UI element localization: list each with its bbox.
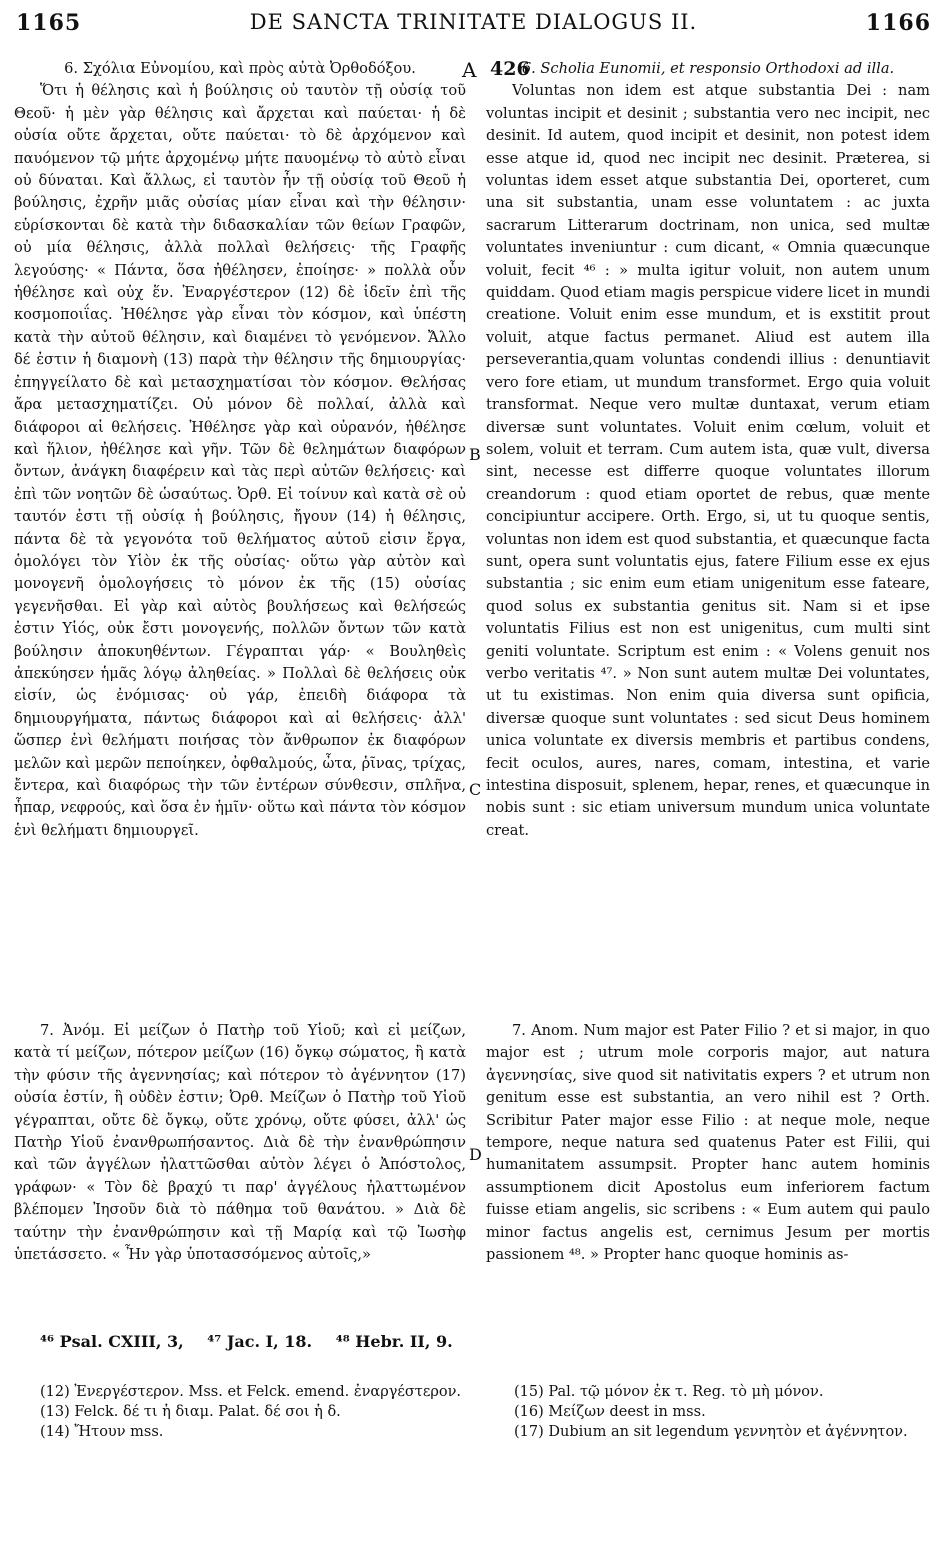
footnote: (12) Ἐνεργέστερον. Mss. et Felck. emend. ἐναργέστερον. [40,1384,462,1400]
margin-letter-c: C [469,780,482,799]
latin-heading: 6. Scholia Eunomii, et responsio Orthodoxi ad illa. [521,60,895,77]
running-title: DE SANCTA TRINITATE DIALOGUS II. [249,10,698,34]
scripture-references [40,1332,471,1351]
scripture-reference: ⁴⁸ Hebr. II, 9. [335,1332,453,1351]
greek-column-section-7 [14,1020,466,1266]
footnote: (17) Dubium an sit legendum γεννητὸν et ἀγέννητον. [514,1424,908,1440]
greek-paragraph-7: 7. Ἀνόμ. Εἰ μείζων ὁ Πατὴρ τοῦ Υἱοῦ; καὶ εἰ μείζων, κατὰ τί μείζων, πότερον μείζων (16) ὄγκῳ σώματος, ἢ κατὰ τὴν φύσιν τῆς ἀγεννησίας; καὶ πότερον τὸ ἀγέννητον (17) οὐσία ἐστίν, ἢ οὐδὲν ἐστιν; Ὀρθ. Μείζων ὁ Πατὴρ τοῦ Υἱοῦ γέγραπται, οὔτε δὲ ὄγκῳ, οὔτε χρόνῳ, οὔτε φύσει, ἀλλ' ὡς Πατὴρ Υἱοῦ ἐνανθρωπήσαντος. Διὰ δὲ τὴν ἐνανθρώπησιν καὶ τῶν ἀγγέλων ἠλαττῶσθαι αὐτὸν λέγει ὁ Ἀπόστολος, γράφων· « Τὸν δὲ βραχύ τι παρ' ἀγγέλους ἠλαττωμένον βλέπομεν Ἰησοῦν διὰ τὸ πάθημα τοῦ θανάτου. » Διὰ δὲ ταύτην τὴν ἐνανθρώπησιν καὶ τῇ Μαρίᾳ καὶ τῷ Ἰωσὴφ ὑπετάσσετο. « Ἦν γὰρ ὑποτασσόμενος αὐτοῖς,» [14,1022,466,1264]
column-number: 426 [490,58,530,80]
footnote: (14) Ἤτουν mss. [40,1424,164,1440]
footnote: (16) Μείζων deest in mss. [514,1404,706,1420]
greek-heading: 6. Σχόλια Εὐνομίου, καὶ πρὸς αὐτὰ Ὀρθοδόξου. [64,60,416,77]
latin-column-section-6 [486,58,930,842]
footnotes-right [514,1382,934,1442]
scripture-reference: ⁴⁶ Psal. CXIII, 3, [40,1332,184,1351]
right-page-number: 1166 [865,10,931,36]
latin-column-section-7 [486,1020,930,1266]
footnote: (13) Felck. δέ τι ἡ διαμ. Palat. δέ σοι ἡ δ. [40,1404,341,1420]
left-page-number: 1165 [16,10,82,36]
margin-letter-d: D [469,1145,482,1164]
latin-paragraph-7: 7. Anom. Num major est Pater Filio ? et si major, in quo major est ; utrum mole corporis major, aut natura ἀγεννησίας, sive quod sit nativitatis expers ? et utrum non genitum esse est substantia, an vero nihil est ? Orth. Scribitur Pater major esse Filio : at neque mole, neque tempore, neque natura sed quatenus Pater est Filii, qui humanitatem assumpsit. Propter hanc autem hominis assumptionem dicit Apostolus eum inferiorem factum fuisse etiam angelis, sic scribens : « Eum autem qui paulo minor factus angelis est, cernimus Jesum per mortis passionem ⁴⁸. » Propter hanc quoque hominis as- [486,1022,930,1264]
greek-column-section-6 [14,58,466,842]
footnote: (15) Pal. τῷ μόνον ἐκ τ. Reg. τὸ μὴ μόνον. [514,1384,824,1400]
latin-paragraph-6: Voluntas non idem est atque substantia Dei : nam voluntas incipit et desinit ; substantia vero nec incipit, nec desinit. Id autem, quod incipit et desinit, non potest idem esse atque id, quod nec incipit nec desinit. Præterea, si voluntas idem esset atque substantia Dei, oporteret, cum una sit substantia, unam esse voluntatem : ac juxta sacrarum Litterarum doctrinam, non unica, sed multæ voluntates inveniuntur : cum dicant, « Omnia quæcunque voluit, fecit ⁴⁶ : » multa igitur voluit, non autem unum quiddam. Quod etiam magis perspicue videre licet in mundi creatione. Voluit enim esse mundum, et is exstitit prout voluit, atque factus permanet. Aliud est autem illa perseverantia,quam voluntas condendi illius : denuntiavit vero fore etiam, ut mundum transformet. Ergo quia voluit transformat. Neque vero multæ duntaxat, verum etiam diversæ sunt voluntates. Voluit enim cœlum, voluit et solem, voluit et terram. Cum autem ista, quæ vult, diversa sint, necesse est differre quoque voluntates illorum creandorum : quod etiam oportet de rebus, quæ mente concipiuntur accipere. Orth. Ergo, si, ut tu quoque sentis, voluntas non idem est quod substantia, et quæcunque facta sunt, opera sunt voluntatis ejus, fatere Filium esse ex ejus substantia ; sic enim eum etiam unigenitum esse fateare, quod solus ex substantia genitus sit. Nam si et ipse voluntatis Filius est non est unigenitus, cum multi sint geniti voluntate. Scriptum est enim : « Volens genuit nos verbo veritatis ⁴⁷. » Non sunt autem multæ Dei voluntates, ut tu existimas. Non enim quia diversa sunt opificia, diversæ quoque sunt voluntates : sed sicut Deus hominem unica voluntate ex diversis membris et partibus condens, fecit oculos, aures, nares, comam, intestina, et varie intestina disposuit, splenem, hepar, renes, et quæcunque in nobis sunt : sic etiam universum mundum unica voluntate creat. [486,82,930,839]
scripture-reference: ⁴⁷ Jac. I, 18. [207,1332,313,1351]
footnotes-left [40,1382,470,1442]
greek-paragraph-6: Ὅτι ἡ θέλησις καὶ ἡ βούλησις οὐ ταυτὸν τῇ οὐσίᾳ τοῦ Θεοῦ· ἡ μὲν γὰρ θέλησις καὶ ἄρχεται καὶ παύεται· ἡ δὲ οὐσία οὔτε ἄρχεται, οὔτε παύεται· τὸ δὲ ἀρχόμενον καὶ παυόμενον τῷ μήτε ἀρχομένῳ μήτε παυομένῳ τὸ αὐτὸ εἶναι οὐ δύναται. Καὶ ἄλλως, εἰ ταυτὸν ἦν τῇ οὐσίᾳ τοῦ Θεοῦ ἡ βούλησις, ἐχρῆν μιᾶς οὐσίας μίαν εἶναι καὶ τὴν θέλησιν· εὑρίσκονται δὲ κατὰ τὴν διδασκαλίαν τῶν θείων Γραφῶν, οὐ μία θέλησις, ἀλλὰ πολλαὶ θελήσεις· τῆς Γραφῆς λεγούσης· « Πάντα, ὅσα ἠθέλησεν, ἐποίησε· » πολλὰ οὖν ἠθέλησε καὶ οὐχ ἕν. Ἐναργέστερον (12) δὲ ἰδεῖν ἐπὶ τῆς κοσμοποιΐας. Ἠθέλησε γὰρ εἶναι τὸν κόσμον, καὶ ὑπέστη κατὰ τὴν αὐτοῦ θέλησιν, καὶ διαμένει τὸ γενόμενον. Ἄλλο δέ ἐστιν ἡ διαμονὴ (13) παρὰ τὴν θέλησιν τῆς δημιουργίας· ἐπηγγείλατο δὲ καὶ μετασχηματίσαι τὸν κόσμον. Θελήσας ἄρα μετασχηματίζει. Οὐ μόνον δὲ πολλαί, ἀλλὰ καὶ διάφοροι αἱ θελήσεις. Ἠθέλησε γὰρ καὶ οὐρανόν, ἠθέλησε καὶ ἥλιον, ἠθέλησε καὶ γῆν. Τῶν δὲ θελημάτων διαφόρων ὄντων, ἀνάγκη διαφέρειν καὶ τὰς περὶ αὐτῶν θελήσεις· καὶ ἐπὶ τῶν νοητῶν δὲ ὡσαύτως. Ὀρθ. Εἰ τοίνυν καὶ κατὰ σὲ οὐ ταυτόν ἐστι τῇ οὐσίᾳ ἡ βούλησις, ἤγουν (14) ἡ θέλησις, πάντα δὲ τὰ γεγονότα τοῦ θελήματος αὐτοῦ εἰσιν ἔργα, ὁμολόγει τὸν Υἱὸν ἐκ τῆς οὐσίας· οὕτω γὰρ αὐτὸν καὶ μονογενῆ ὁμολογήσεις τὸ μόνον ἐκ τῆς (15) οὐσίας γεγενῆσθαι. Εἰ γὰρ καὶ αὐτὸς βουλήσεως καὶ θελήσεώς ἐστιν Υἱός, οὐκ ἔστι μονογενής, πολλῶν ὄντων τῶν κατὰ βούλησιν ἀποκυηθέντων. Γέγραπται γάρ· « Βουληθεὶς ἀπεκύησεν ἡμᾶς λόγῳ ἀληθείας. » Πολλαὶ δὲ θελήσεις οὐκ εἰσίν, ὡς ἐνόμισας· οὐ γάρ, ἐπειδὴ διάφορα τὰ δημιουργήματα, πάντως διάφοροι καὶ αἱ θελήσεις· ἀλλ' ὥσπερ ἑνὶ θελήματι ποιήσας τὸν ἄνθρωπον ἐκ διαφόρων μελῶν καὶ μερῶν πεποίηκεν, ὀφθαλμούς, ὦτα, ῥῖνας, τρίχας, ἔντερα, καὶ διαφόρως τὴν τῶν ἐντέρων σύνθεσιν, σπλῆνα, ἧπαρ, νεφρούς, καὶ ὅσα ἐν ἡμῖν· οὕτω καὶ πάντα τὸν κόσμον ἑνὶ θελήματι δημιουργεῖ. [14,82,466,839]
margin-letter-b: B [469,445,481,464]
running-header [16,10,931,44]
margin-letter-a: A [462,58,477,82]
